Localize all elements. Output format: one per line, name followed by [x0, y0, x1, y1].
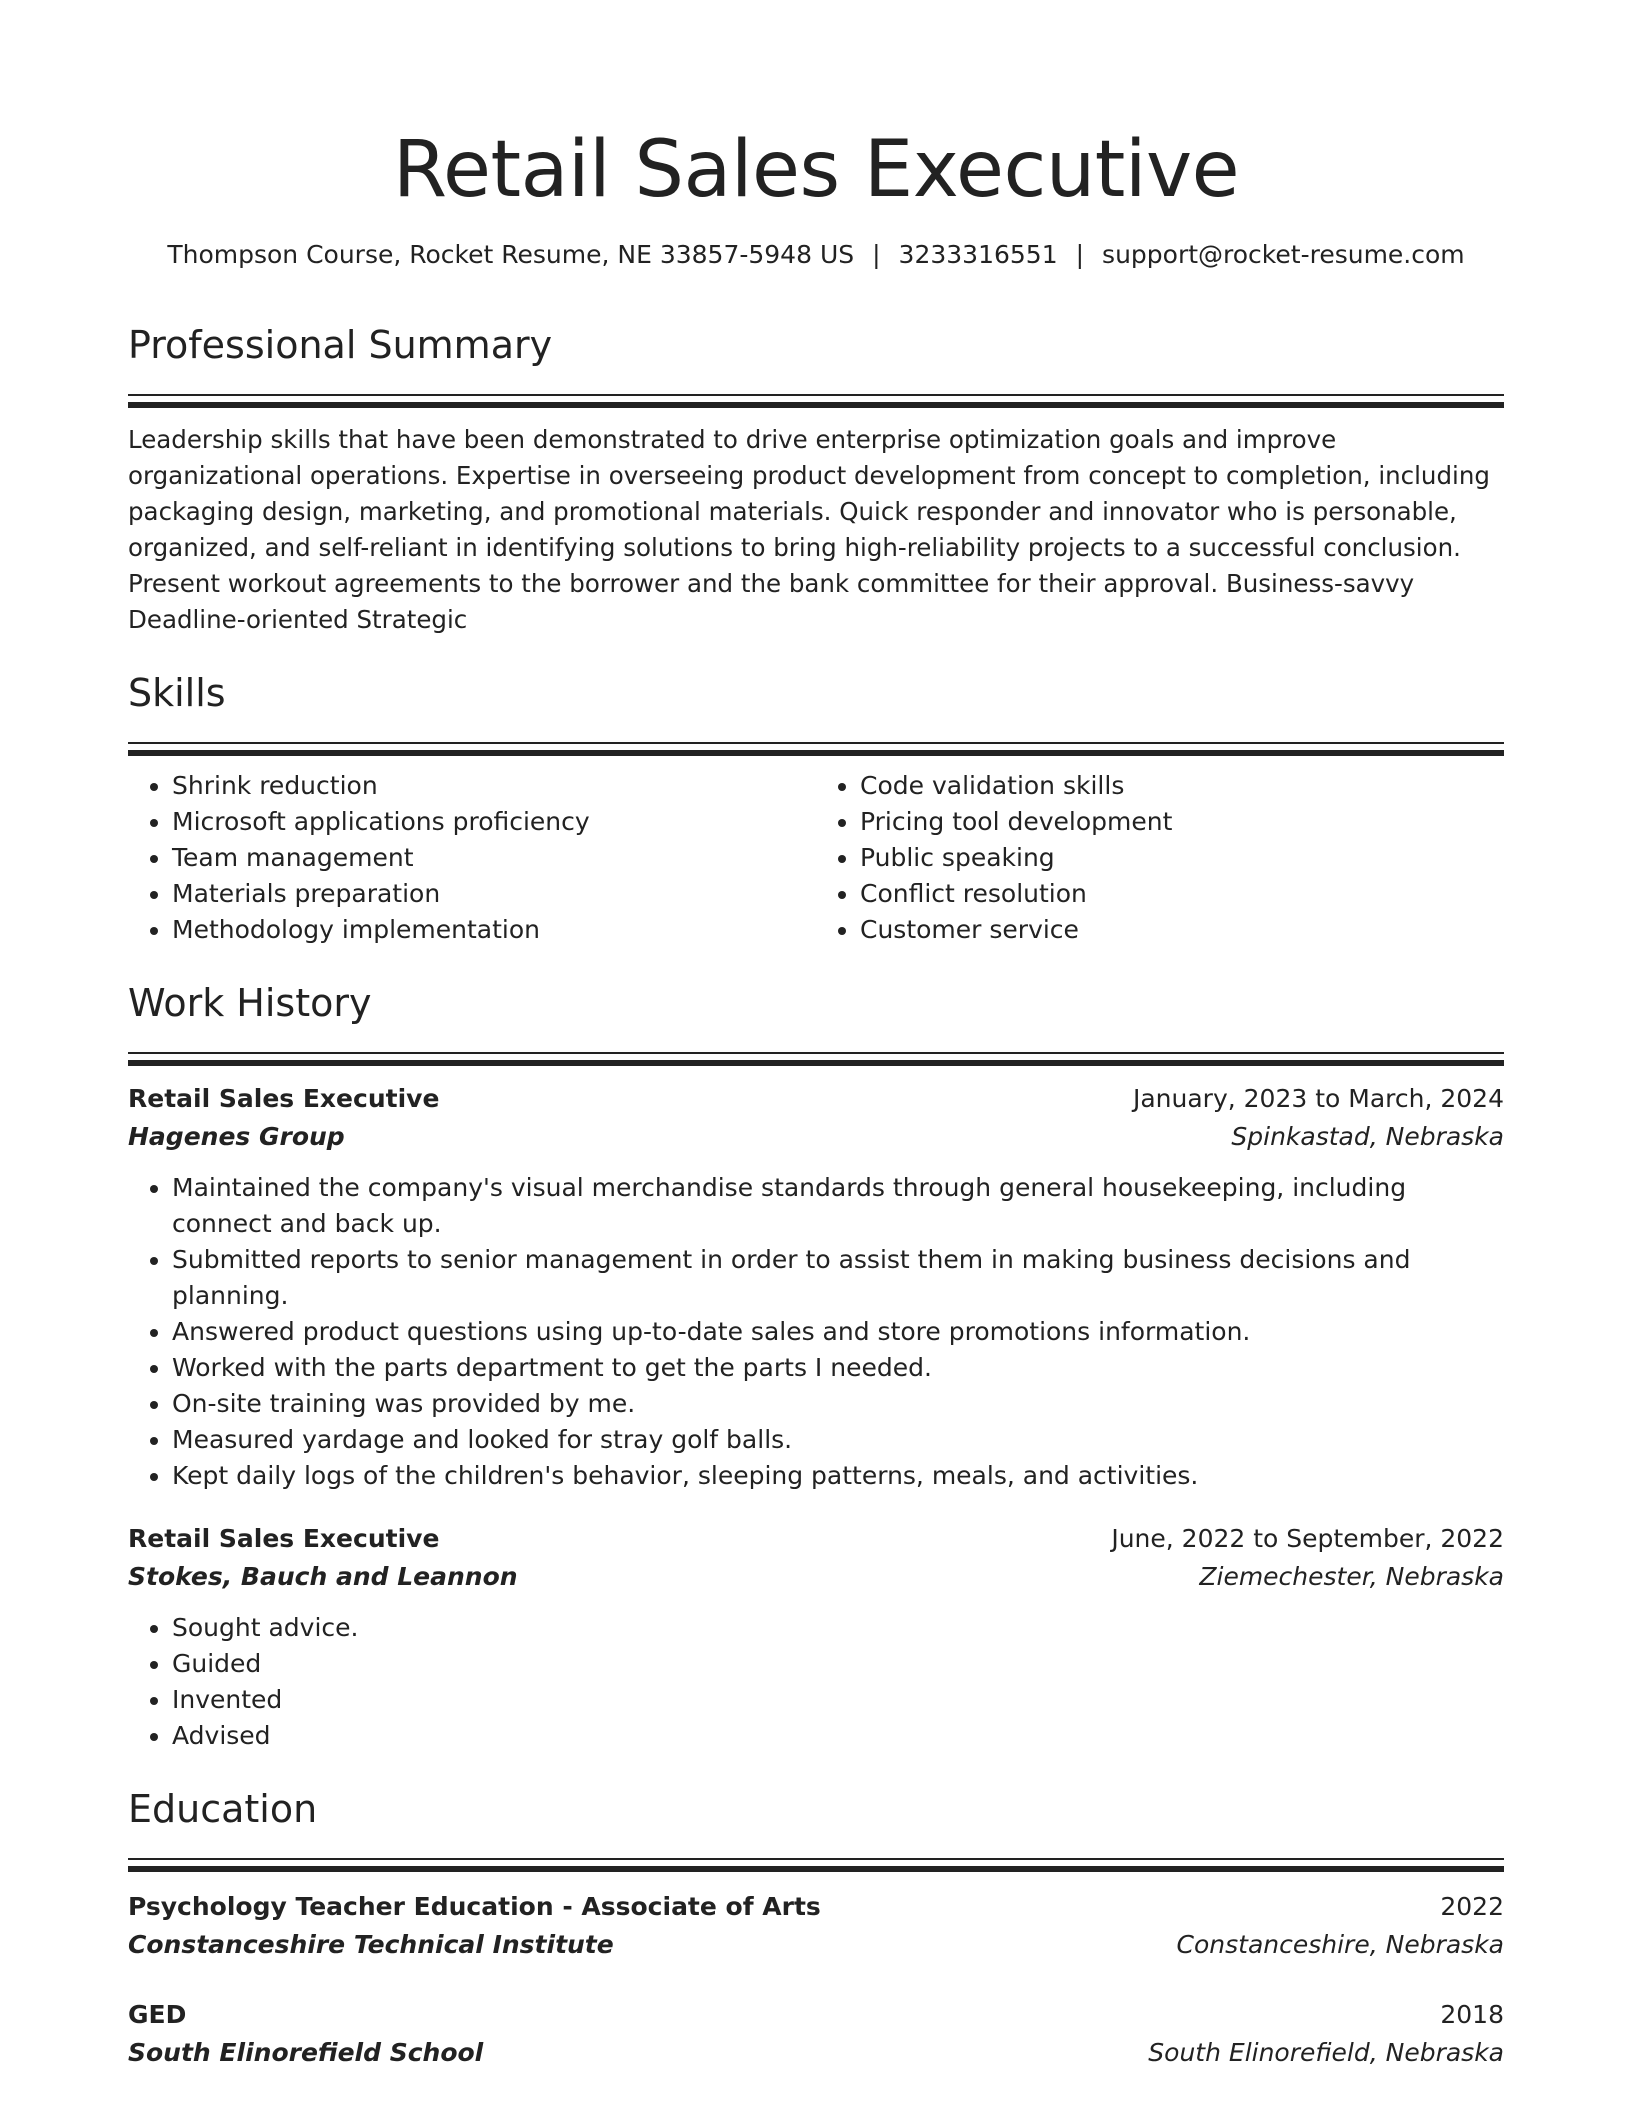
- summary-heading: Professional Summary: [128, 323, 553, 367]
- resume-page: [128, 0, 1504, 2072]
- section-divider-thick: [128, 402, 1504, 408]
- job-subheader: [128, 1118, 1504, 1156]
- job-entry: [128, 1520, 1504, 1754]
- contact-email: support@rocket-resume.com: [1102, 240, 1465, 269]
- job-dates: June, 2022 to September, 2022: [1111, 1524, 1504, 1553]
- section-divider: [128, 394, 1504, 396]
- section-divider-thick: [128, 1866, 1504, 1872]
- contact-phone: 3233316551: [898, 240, 1058, 269]
- contact-line: [128, 238, 1504, 272]
- job-entry: [128, 1080, 1504, 1494]
- education-school: South Elinorefield School: [128, 2038, 484, 2067]
- skills-heading: Skills: [128, 671, 226, 715]
- job-bullet: • Answered product questions using up-to-date sales and store promotions information.: [172, 1314, 1504, 1350]
- education-location: Constanceshire, Nebraska: [1176, 1930, 1504, 1959]
- skills-column-right: [816, 768, 1504, 948]
- education-year: 2022: [1440, 1892, 1504, 1921]
- education-year: 2018: [1440, 2000, 1504, 2029]
- contact-separator: |: [1075, 240, 1085, 269]
- education-subheader: [128, 1926, 1504, 1964]
- skill-item: • Microsoft applications proficiency: [172, 804, 816, 840]
- work-heading: Work History: [128, 981, 372, 1025]
- job-role: Retail Sales Executive: [128, 1524, 440, 1553]
- skill-item: • Methodology implementation: [172, 912, 816, 948]
- contact-address: Thompson Course, Rocket Resume, NE 33857-5948 US: [167, 240, 855, 269]
- job-header: [128, 1520, 1504, 1558]
- job-company: Stokes, Bauch and Leannon: [128, 1562, 518, 1591]
- summary-section: [128, 320, 1504, 638]
- job-header: [128, 1080, 1504, 1118]
- contact-separator: |: [872, 240, 881, 269]
- job-bullet: • Invented: [172, 1682, 1504, 1718]
- skills-section: [128, 668, 1504, 948]
- skill-item: • Team management: [172, 840, 816, 876]
- education-degree: Psychology Teacher Education - Associate of Arts: [128, 1892, 821, 1921]
- skill-item: • Pricing tool development: [860, 804, 1504, 840]
- skill-item: • Customer service: [860, 912, 1504, 948]
- job-bullet: • Maintained the company's visual merchandise standards through general housekeeping, including connect and back up.: [172, 1170, 1504, 1242]
- job-bullets: [128, 1170, 1504, 1494]
- education-school: Constanceshire Technical Institute: [128, 1930, 614, 1959]
- job-bullet: • Kept daily logs of the children's behavior, sleeping patterns, meals, and activities.: [172, 1458, 1504, 1494]
- job-bullet: • On-site training was provided by me.: [172, 1386, 1504, 1422]
- summary-text: Leadership skills that have been demonstrated to drive enterprise optimization goals and improve organizational operations. Expertise in overseeing product development from concept to completion, including packaging design, marketing, and promotional materials. Quick responder and innovator who is personable, organized, and self-reliant in identifying solutions to bring high-reliability projects to a successful conclusion. Present workout agreements to the borrower and the bank committee for their approval. Business-savvy Deadline-oriented Strategic: [128, 425, 1490, 634]
- education-location: South Elinorefield, Nebraska: [1148, 2038, 1504, 2067]
- education-section: [128, 1784, 1504, 2072]
- education-entry: [128, 1996, 1504, 2072]
- skill-item: • Shrink reduction: [172, 768, 816, 804]
- resume-title: Retail Sales Executive: [392, 125, 1240, 215]
- job-role: Retail Sales Executive: [128, 1084, 440, 1113]
- job-bullets: [128, 1610, 1504, 1754]
- job-location: Ziemechester, Nebraska: [1199, 1562, 1504, 1591]
- job-subheader: [128, 1558, 1504, 1596]
- skill-item: • Materials preparation: [172, 876, 816, 912]
- job-bullet: • Submitted reports to senior management in order to assist them in making business decisions and planning.: [172, 1242, 1504, 1314]
- skills-list: [128, 768, 1504, 948]
- section-divider: [128, 1052, 1504, 1054]
- job-bullet: • Guided: [172, 1646, 1504, 1682]
- education-degree: GED: [128, 2000, 187, 2029]
- job-location: Spinkastad, Nebraska: [1231, 1122, 1504, 1151]
- job-dates: January, 2023 to March, 2024: [1132, 1084, 1504, 1113]
- work-section: [128, 978, 1504, 1754]
- job-company: Hagenes Group: [128, 1122, 345, 1151]
- skill-item: • Code validation skills: [860, 768, 1504, 804]
- education-header: [128, 1888, 1504, 1926]
- section-divider: [128, 742, 1504, 744]
- section-divider-thick: [128, 750, 1504, 756]
- section-divider-thick: [128, 1060, 1504, 1066]
- education-subheader: [128, 2034, 1504, 2072]
- skills-column-left: [128, 768, 816, 948]
- education-header: [128, 1996, 1504, 2034]
- job-bullet: • Advised: [172, 1718, 1504, 1754]
- skill-item: • Public speaking: [860, 840, 1504, 876]
- education-heading: Education: [128, 1787, 318, 1831]
- job-bullet: • Measured yardage and looked for stray golf balls.: [172, 1422, 1504, 1458]
- job-bullet: • Worked with the parts department to get the parts I needed.: [172, 1350, 1504, 1386]
- education-entry: [128, 1888, 1504, 1964]
- skill-item: • Conflict resolution: [860, 876, 1504, 912]
- section-divider: [128, 1858, 1504, 1860]
- job-bullet: • Sought advice.: [172, 1610, 1504, 1646]
